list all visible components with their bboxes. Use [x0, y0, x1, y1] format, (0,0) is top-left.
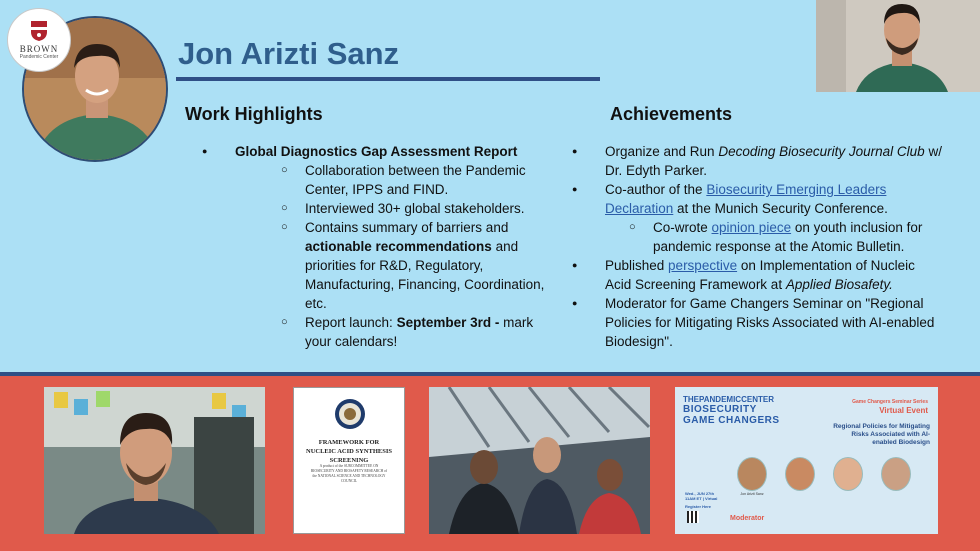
- qr-code-icon: [687, 511, 699, 523]
- achievements-heading: Achievements: [610, 104, 733, 124]
- speaker-name: Jon Arizti Sanz: [740, 492, 764, 496]
- title-underline: [176, 77, 600, 81]
- text: Co-author of the: [605, 182, 707, 197]
- text: Contains summary of barriers and: [305, 220, 509, 235]
- text: on youth inclusion for pandemic response at the Atomic Bulletin.: [653, 220, 923, 254]
- framework-subtitle: A product of the SUBCOMMITTEE ON BIOSECURITY AND BIOSAFETY RESEARCH of the NATIONAL SCIENCE AND TECHNOLOGY COUNCIL: [310, 464, 388, 483]
- flyer-brand-line2: BIOSECURITY: [683, 404, 757, 415]
- flyer-register: Register Here: [685, 504, 712, 509]
- list-item: [625, 218, 942, 256]
- work-highlights-list: [202, 142, 547, 351]
- list-item: [277, 218, 547, 313]
- text: Report launch:: [305, 315, 397, 330]
- opinion-piece-link[interactable]: opinion piece: [711, 220, 792, 235]
- strip-divider: [0, 372, 980, 376]
- list-item: [572, 142, 942, 180]
- text: w/ Dr. Edyth Parker.: [605, 144, 942, 178]
- logo-brand: BROWN: [19, 44, 59, 54]
- flyer-brand-line1: THEPANDEMICCENTER: [683, 395, 774, 404]
- speaker-photo: [737, 457, 767, 491]
- flyer-brand-line3: GAME CHANGERS: [683, 415, 780, 426]
- list-item: [202, 142, 547, 351]
- speaker-photo: [833, 457, 863, 491]
- flyer-event-type: Virtual Event: [879, 406, 928, 415]
- shield-icon: [30, 20, 48, 42]
- photo-conference: [429, 387, 650, 534]
- flyer-moderator-label: Moderator: [730, 515, 765, 522]
- logo-subtitle: Pandemic Center: [19, 54, 59, 60]
- webcam-video: [816, 0, 980, 92]
- text-italic: Applied Biosafety.: [785, 277, 893, 292]
- flyer-series: Game Changers Seminar Series: [852, 399, 928, 405]
- game-changers-flyer: [675, 387, 938, 534]
- declaration-link[interactable]: Biosecurity Emerging Leaders Declaration: [605, 182, 887, 216]
- text: on Implementation of Nucleic Acid Screening Framework at: [605, 258, 915, 292]
- list-item: ○ Interviewed 30+ global stakeholders.: [277, 199, 547, 218]
- work-highlights-heading: Work Highlights: [185, 104, 323, 124]
- text: Published: [605, 258, 669, 273]
- text-bold: September 3rd -: [396, 315, 500, 330]
- text-bold: actionable recommendations: [305, 239, 492, 254]
- brown-pandemic-center-logo: [7, 8, 71, 72]
- achievements-list: [572, 142, 942, 351]
- speaker-photo: [881, 457, 911, 491]
- list-item: [277, 313, 547, 351]
- list-item: ● Moderator for Game Changers Seminar on "Regional Policies for Mitigating Risks Associated with AI-enabled Biodesign".: [572, 294, 942, 351]
- presenter-name: Jon Arizti Sanz: [178, 36, 400, 71]
- report-title: Global Diagnostics Gap Assessment Report: [235, 144, 518, 159]
- speaker-photo: [785, 457, 815, 491]
- text: at the Munich Security Conference.: [673, 201, 888, 216]
- seal-icon: [334, 398, 366, 430]
- text: Co-wrote: [653, 220, 712, 235]
- flyer-date: Wed., JUN 27th 11AM ET | Virtual: [685, 491, 718, 501]
- photo-portrait: [44, 387, 265, 534]
- text: and priorities for R&D, Regulatory, Manufacturing, Financing, Coordination, etc.: [305, 239, 545, 311]
- list-item: [572, 256, 942, 294]
- text-italic: Decoding Biosecurity Journal Club: [718, 144, 925, 159]
- text: mark your calendars!: [305, 315, 534, 349]
- framework-document: [293, 387, 405, 534]
- framework-title: FRAMEWORK FOR NUCLEIC ACID SYNTHESIS SCREENING: [306, 439, 392, 464]
- text: Organize and Run: [605, 144, 719, 159]
- list-item: [572, 180, 942, 256]
- perspective-link[interactable]: perspective: [668, 258, 738, 273]
- flyer-headline: Regional Policies for Mitigating Risks Associated with AI-enabled Biodesign: [833, 423, 930, 446]
- list-item: ○ Collaboration between the Pandemic Center, IPPS and FIND.: [277, 161, 547, 199]
